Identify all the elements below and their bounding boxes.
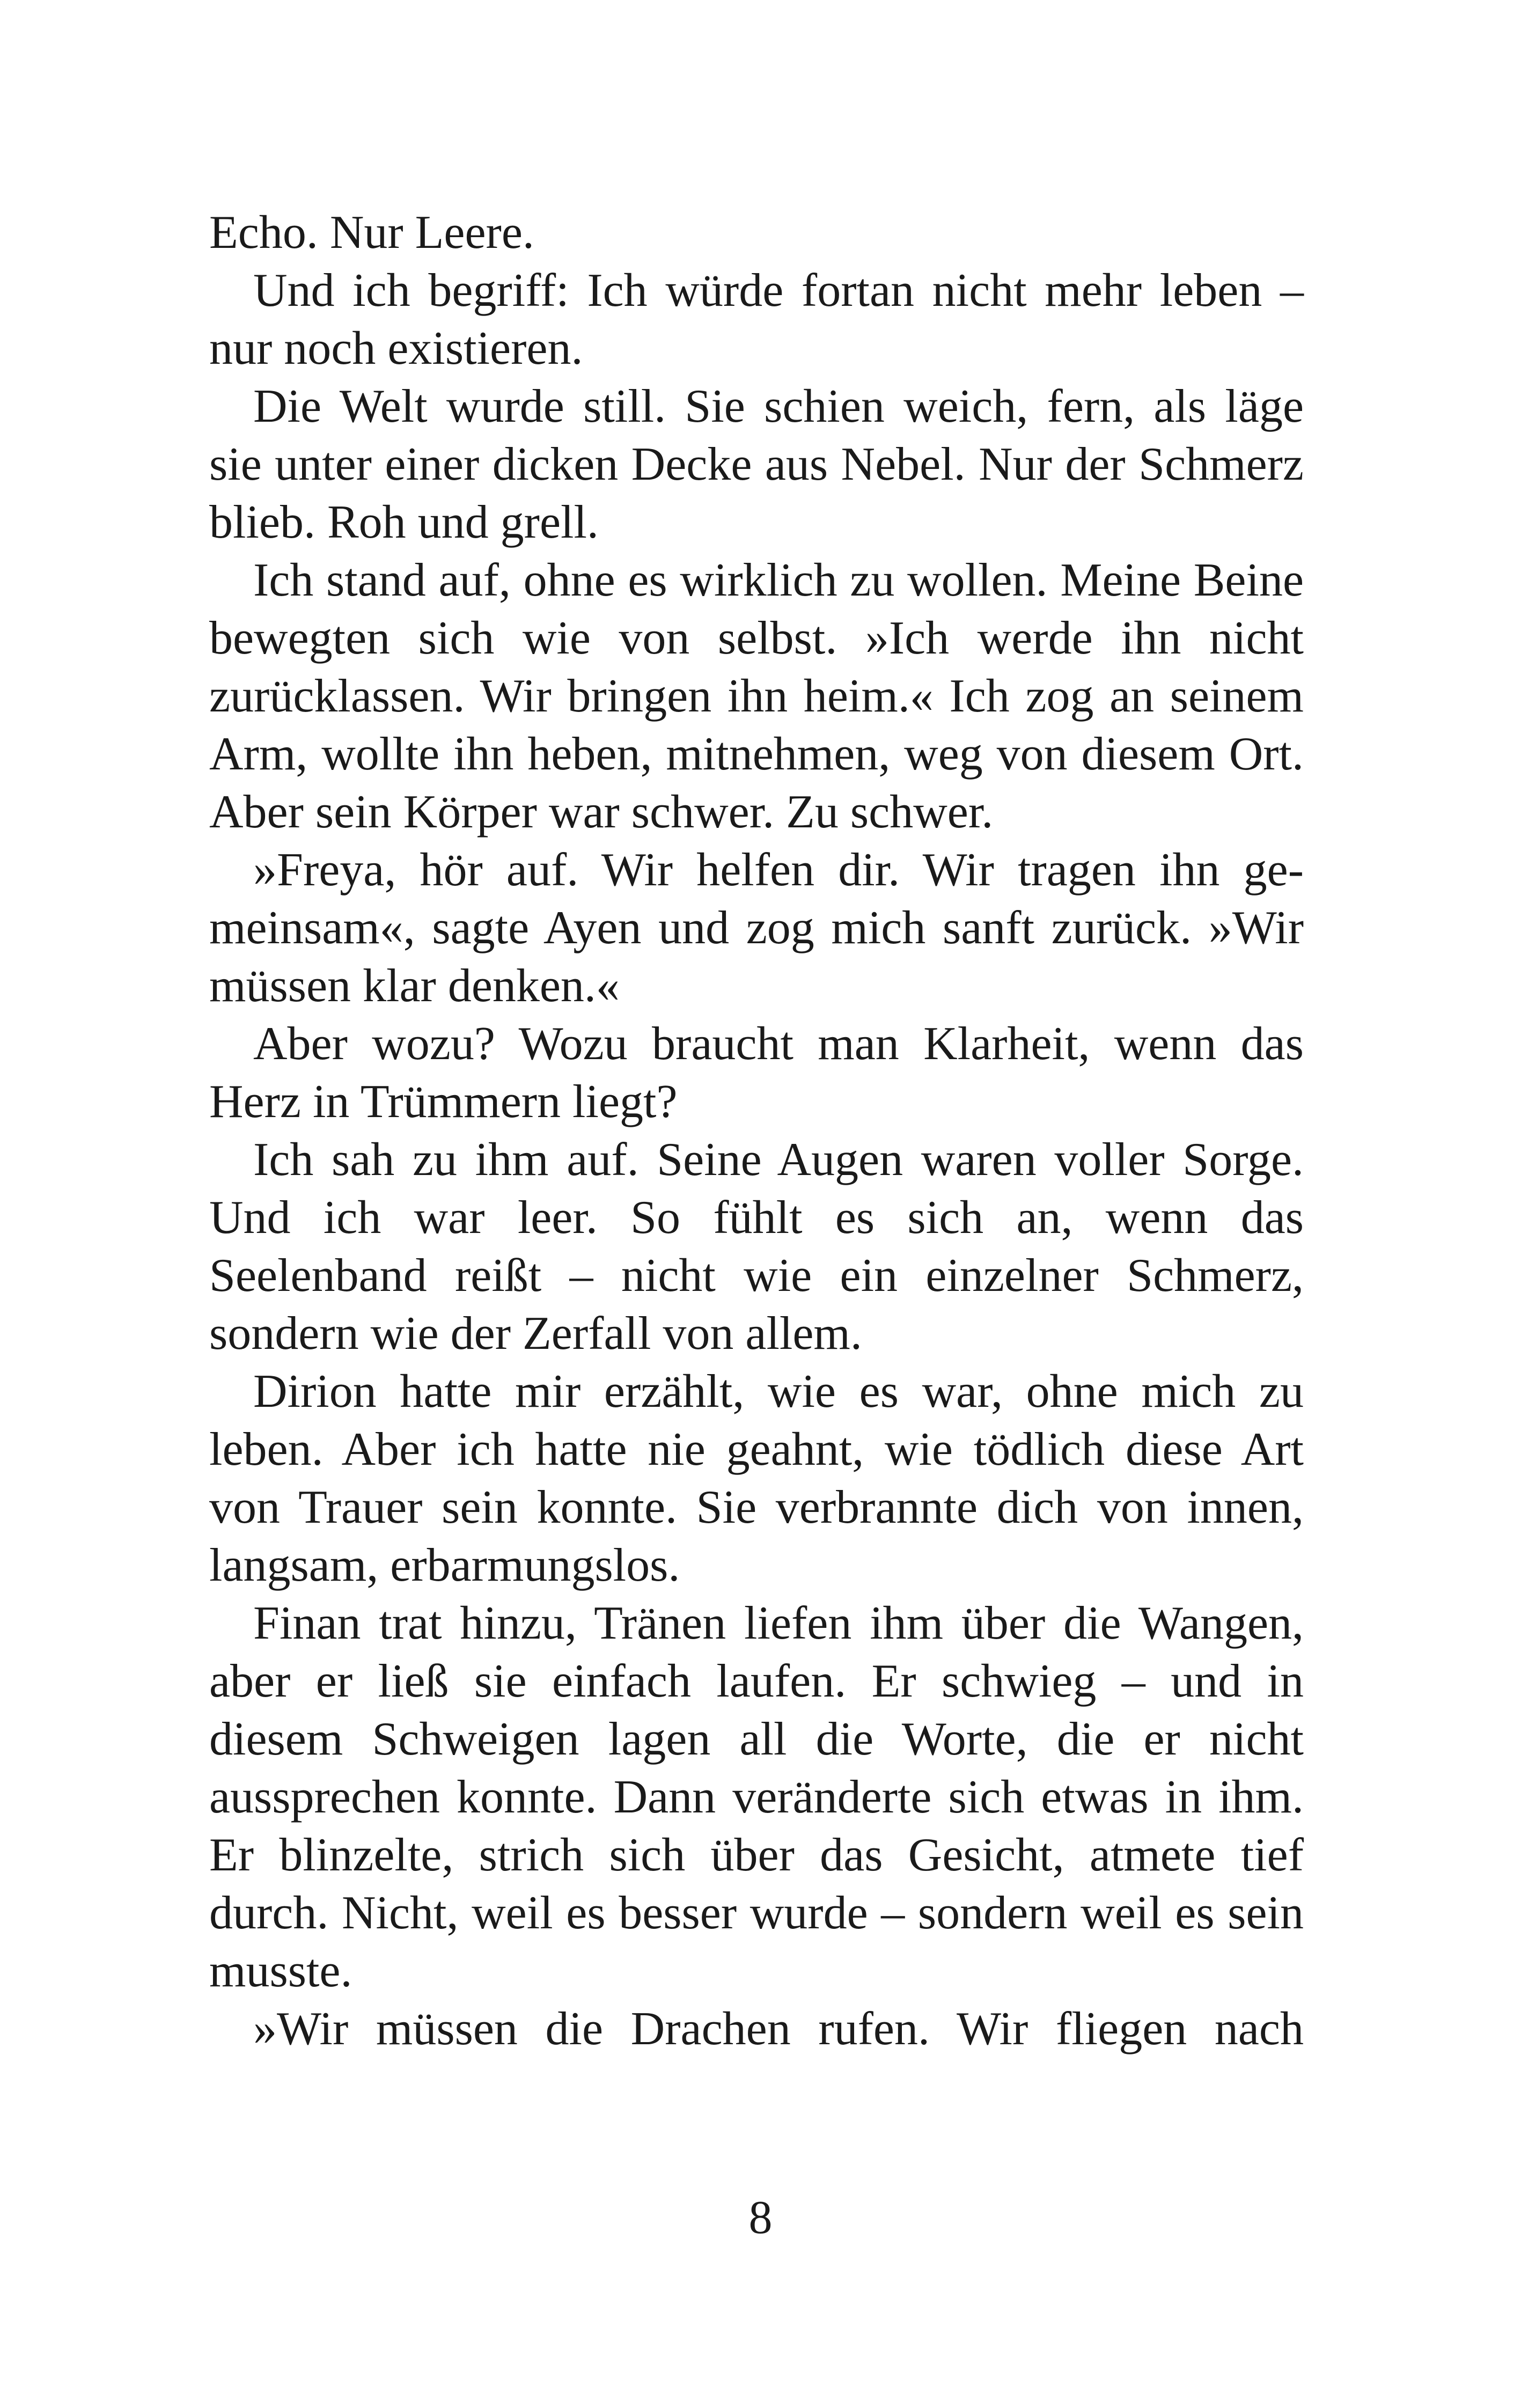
paragraph: Dirion hatte mir erzählt, wie es war, ohne mich zu leben. Aber ich hatte nie geahnt, wie tödlich diese Art von Trauer sein konnte. Sie verbrannte dich von innen, langsam, erbarmungslos.	[209, 1365, 1304, 1591]
body-text	[209, 204, 1304, 2058]
paragraph: Finan trat hinzu, Tränen liefen ihm über die Wangen, aber er ließ sie einfach laufen. Er schwieg – und in diesem Schweigen lagen all die Worte, die er nicht aussprechen konnte. Dann veränderte sich etwas in ihm. Er blinzelte, strich sich über das Gesicht, atmete tief durch. Nicht, weil es besser wurde – sondern weil es sein musste.	[209, 1597, 1304, 1997]
paragraph: Ich sah zu ihm auf. Seine Augen waren voller Sorge. Und ich war leer. So fühlt es sich an, wenn das Seelenband reißt – nicht wie ein einzelner Schmerz, sondern wie der Zerfall von allem.	[209, 1134, 1304, 1360]
paragraph: Ich stand auf, ohne es wirklich zu wollen. Meine Beine bewegten sich wie von selbst. »Ich werde ihn nicht zurücklassen. Wir bringen ihn heim.« Ich zog an seinem Arm, wollte ihn heben, mitnehmen, weg von diesem Ort. Aber sein Körper war schwer. Zu schwer.	[209, 554, 1304, 838]
paragraph: Echo. Nur Leere.	[209, 207, 534, 259]
paragraph: »Wir müssen die Drachen rufen. Wir fliegen nach	[253, 2003, 1304, 2055]
paragraph: Aber wozu? Wozu braucht man Klarheit, wenn das Herz in Trümmern liegt?	[209, 1018, 1304, 1128]
paragraph: Und ich begriff: Ich würde fortan nicht mehr leben – nur noch existieren.	[209, 265, 1304, 375]
paragraph: Die Welt wurde still. Sie schien weich, fern, als läge sie unter einer dicken Decke aus Nebel. Nur der Schmerz blieb. Roh und grell.	[209, 380, 1304, 548]
paragraph: »Freya, hör auf. Wir helfen dir. Wir tragen ihn gemeinsam«, sagte Ayen und zog mich sanft zurück. »Wir müssen klar denken.«	[209, 844, 1304, 1012]
page-number: 8	[748, 2192, 773, 2244]
